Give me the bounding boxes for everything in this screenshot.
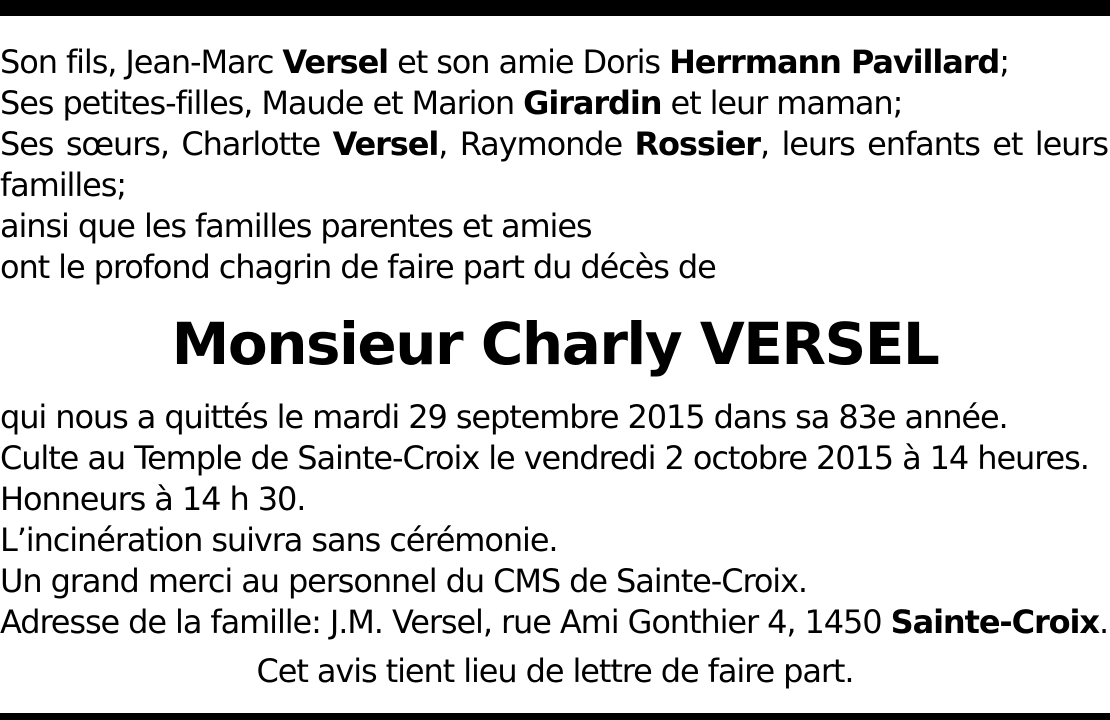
service-line: Culte au Temple de Sainte-Croix le vendredi 2 octobre 2015 à 14 heures. — [0, 439, 1089, 477]
mourner-line-granddaughters: Ses petites-filles, Maude et Marion Girardin et leur maman; — [0, 84, 903, 122]
details-block — [0, 397, 1110, 643]
mourner-line-families: familles; — [0, 166, 126, 204]
closing-note: Cet avis tient lieu de lettre de faire part. — [256, 652, 854, 690]
mourner-line-relatives: ainsi que les familles parentes et amies — [0, 207, 592, 245]
deceased-name: Monsieur Charly VERSEL — [171, 310, 939, 378]
honors-line: Honneurs à 14 h 30. — [0, 480, 306, 518]
mourner-line-sisters: Ses sœurs, Charlotte Versel, Raymonde Rossier, leurs enfants et leurs — [0, 125, 1108, 163]
mourner-line-son: Son fils, Jean-Marc Versel et son amie Doris Herrmann Pavillard; — [0, 43, 1009, 81]
death-date-line: qui nous a quittés le mardi 29 septembre 2015 dans sa 83e année. — [0, 398, 1008, 436]
family-address-line: Adresse de la famille: J.M. Versel, rue Ami Gonthier 4, 1450 Sainte-Croix. — [0, 603, 1109, 641]
cremation-line: L’incinération suivra sans cérémonie. — [0, 521, 558, 559]
bottom-rule — [0, 713, 1110, 720]
mourners-block — [0, 42, 1110, 288]
thanks-line: Un grand merci au personnel du CMS de Sainte-Croix. — [0, 562, 807, 600]
announcement-line: ont le profond chagrin de faire part du décès de — [0, 248, 716, 286]
top-rule — [0, 0, 1110, 16]
